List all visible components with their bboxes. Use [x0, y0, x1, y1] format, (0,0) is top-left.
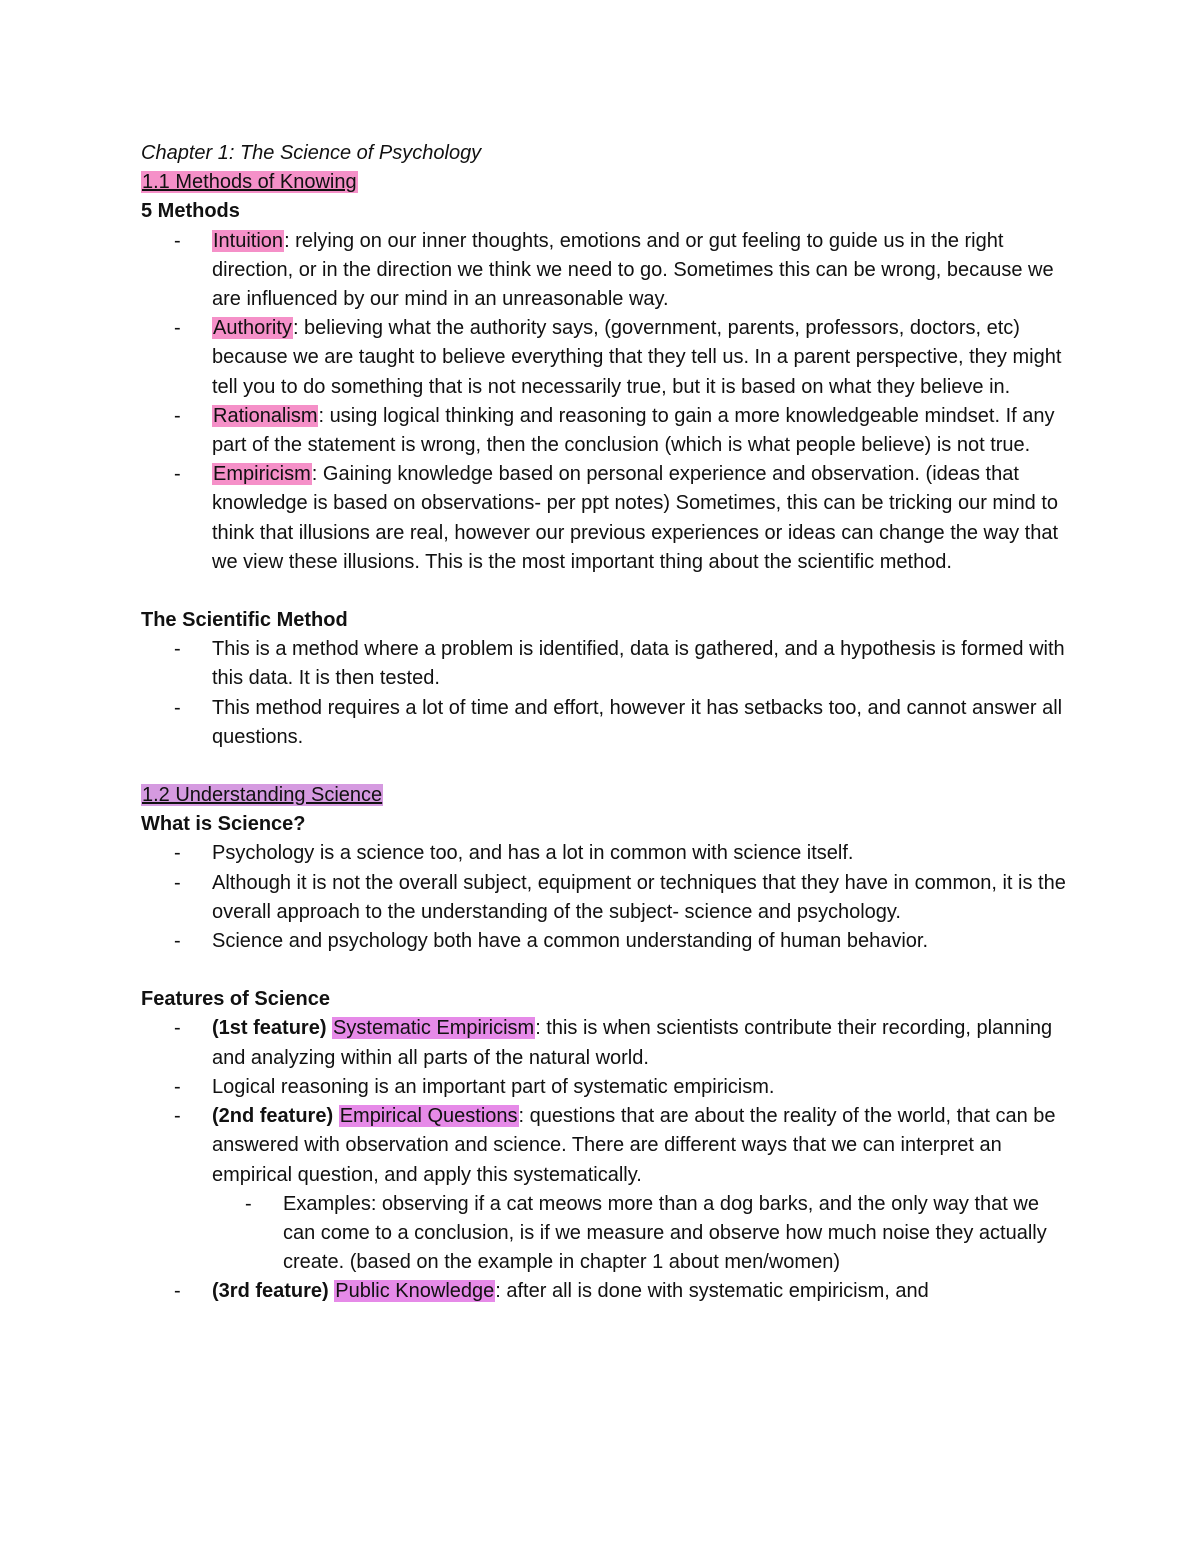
list-item: - Science and psychology both have a common understanding of human behavior. [141, 927, 1071, 956]
list-item: - This is a method where a problem is identified, data is gathered, and a hypothesis is formed with this data. It is then tested. [141, 635, 1071, 693]
subheading-what-is-science: What is Science? [141, 813, 306, 836]
list-item [141, 1102, 1071, 1277]
term-rationalism: Rationalism [213, 404, 318, 427]
list-item: - Although it is not the overall subject, equipment or techniques that they have in common, it is the overall approach to the understanding of the subject- science and psychology. [141, 869, 1071, 927]
item-text: : believing what the authority says, (government, parents, professors, doctors, etc) because we are taught to believe everything that they tell us. In a parent perspective, they might tell you to do something that is not necessarily true, but it is based on what they believe in. [212, 317, 1062, 398]
spacer [141, 956, 1071, 985]
scientific-method-list [141, 635, 1071, 752]
list-item: - Logical reasoning is an important part of systematic empiricism. [141, 1073, 1071, 1102]
feature-label: (1st feature) [212, 1017, 327, 1040]
features-list [141, 1014, 1071, 1306]
section-heading-text: 1.2 Understanding Science [142, 784, 383, 807]
item-text: : relying on our inner thoughts, emotions and or gut feeling to guide us in the right direction, or in the direction we think we need to go. Sometimes this can be wrong, because we are influenced by our mind in an unreasonable way. [212, 229, 1054, 311]
feature-label: (3rd feature) [212, 1280, 329, 1303]
list-item [141, 1277, 1071, 1306]
item-text: : this is when scientists contribute their recording, planning and analyzing within all parts of the natural world. [212, 1017, 1053, 1069]
item-text: : after all is done with systematic empiricism, and [495, 1280, 929, 1303]
subheading-5-methods: 5 Methods [141, 200, 240, 223]
section-heading-text: 1.1 Methods of Knowing [142, 171, 357, 194]
list-item: - This method requires a lot of time and effort, however it has setbacks too, and cannot answer all questions. [141, 694, 1071, 752]
item-text: : Gaining knowledge based on personal experience and observation. (ideas that knowledge is based on observations- per ppt notes) Sometimes, this can be tricking our mind to think that illusions are real, however our previous experiences or ideas can change the way that we view these illusions. This is the most important thing about the scientific method. [212, 463, 1059, 573]
list-item [141, 314, 1071, 402]
spacer [141, 577, 1071, 606]
sub-list-item: - Examples: observing if a cat meows more than a dog barks, and the only way that we can come to a conclusion, is if we measure and observe how much noise they actually create. (based on the example in chapter 1 about men/women) [212, 1190, 1071, 1278]
list-item [141, 1014, 1071, 1072]
subheading-scientific-method: The Scientific Method [141, 609, 348, 632]
list-item [141, 402, 1071, 460]
document-title: Chapter 1: The Science of Psychology [141, 142, 482, 164]
term-empirical-questions: Empirical Questions [339, 1105, 518, 1128]
term-public-knowledge: Public Knowledge [335, 1280, 495, 1303]
term-intuition: Intuition [213, 229, 284, 252]
methods-list [141, 227, 1071, 577]
sub-list [212, 1190, 1071, 1278]
section-heading-methods-of-knowing [141, 168, 1071, 197]
spacer [141, 752, 1071, 781]
what-is-science-list [141, 839, 1071, 956]
list-item: - Psychology is a science too, and has a lot in common with science itself. [141, 839, 1071, 868]
term-authority: Authority [213, 317, 292, 340]
term-empiricism: Empiricism [213, 463, 311, 486]
feature-label: (2nd feature) [212, 1105, 334, 1128]
list-item [141, 460, 1071, 577]
document-content [141, 139, 1071, 1307]
item-text: : using logical thinking and reasoning to gain a more knowledgeable mindset. If any part of the statement is wrong, then the conclusion (which is what people believe) is not true. [212, 404, 1055, 457]
section-heading-understanding-science [141, 781, 1071, 810]
term-systematic-empiricism: Systematic Empiricism [333, 1017, 535, 1040]
subheading-features-of-science: Features of Science [141, 988, 330, 1011]
item-text: : questions that are about the reality of the world, that can be answered with observation and science. There are different ways that we can interpret an empirical question, and apply this systematically. [212, 1105, 1056, 1186]
list-item [141, 227, 1071, 315]
